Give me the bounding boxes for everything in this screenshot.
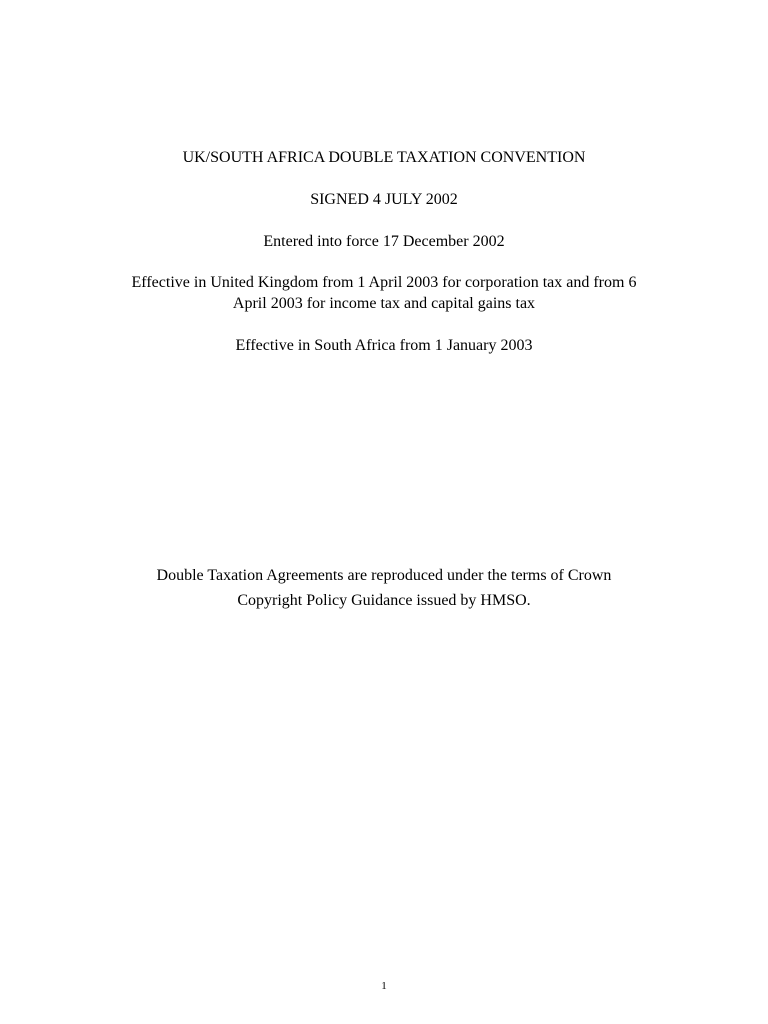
page-number: 1 [381, 980, 387, 992]
entry-into-force: Entered into force 17 December 2002 [263, 233, 505, 250]
document-title: UK/SOUTH AFRICA DOUBLE TAXATION CONVENTION [182, 149, 586, 166]
effective-south-africa: Effective in South Africa from 1 January 2003 [235, 337, 533, 354]
effective-uk-line-2: April 2003 for income tax and capital gains tax [232, 295, 536, 312]
copyright-notice-line-2: Copyright Policy Guidance issued by HMSO. [237, 592, 531, 609]
effective-uk-line-1: Effective in United Kingdom from 1 April 2003 for corporation tax and from 6 [131, 274, 637, 291]
signed-date: SIGNED 4 JULY 2002 [310, 191, 458, 208]
copyright-notice-line-1: Double Taxation Agreements are reproduced under the terms of Crown [156, 567, 612, 584]
